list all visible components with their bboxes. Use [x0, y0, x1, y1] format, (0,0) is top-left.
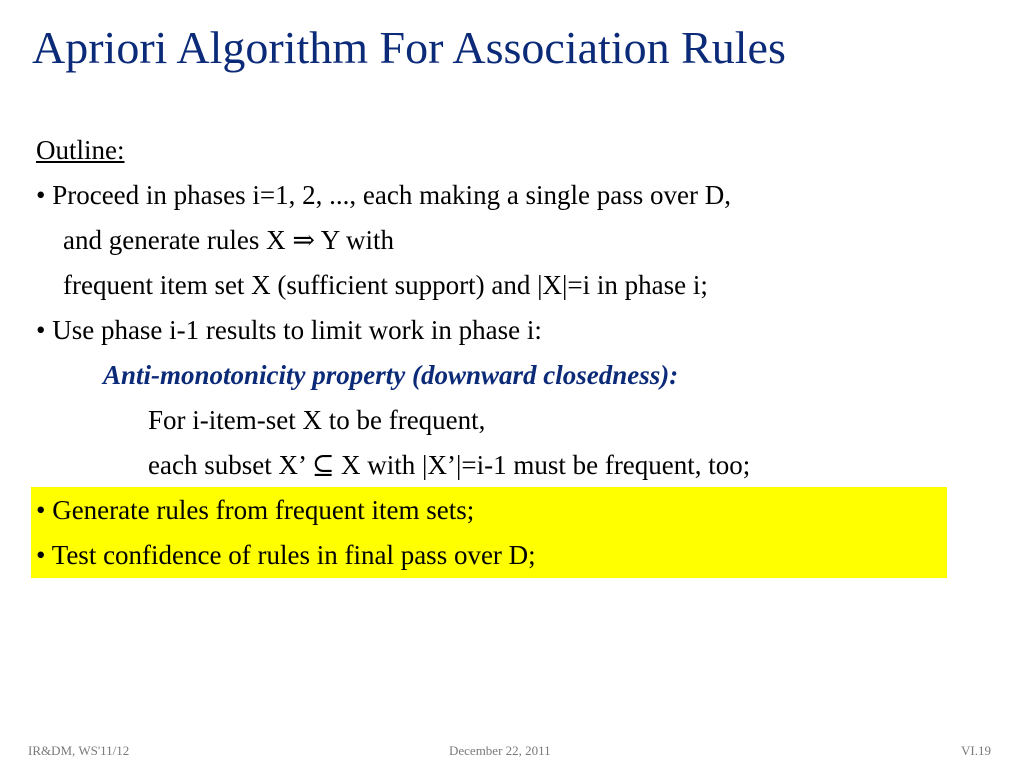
bullet-test-confidence: • Test confidence of rules in final pass over D; — [36, 540, 536, 570]
slide-title: Apriori Algorithm For Association Rules — [32, 22, 786, 73]
bullet-use-phase-results: • Use phase i-1 results to limit work in phase i: — [36, 315, 542, 345]
bullet-proceed-phases-cont-2: frequent item set X (sufficient support) and |X|=i in phase i; — [63, 270, 708, 300]
footer-date: December 22, 2011 — [449, 743, 551, 758]
frequent-condition-line-1: For i-item-set X to be frequent, — [148, 405, 486, 435]
bullet-generate-rules: • Generate rules from frequent item sets; — [36, 495, 475, 525]
frequent-condition-line-2: each subset X’ ⊆ X with |X’|=i-1 must be frequent, too; — [148, 450, 751, 480]
bullet-proceed-phases-cont-1: and generate rules X ⇒ Y with — [63, 225, 395, 255]
footer-course: IR&DM, WS'11/12 — [28, 743, 130, 758]
outline-heading: Outline: — [36, 135, 125, 165]
bullet-proceed-phases: • Proceed in phases i=1, 2, ..., each making a single pass over D, — [36, 180, 732, 210]
footer-slide-number: VI.19 — [961, 743, 991, 758]
anti-monotonicity-heading: Anti-monotonicity property (downward closedness): — [103, 360, 679, 390]
